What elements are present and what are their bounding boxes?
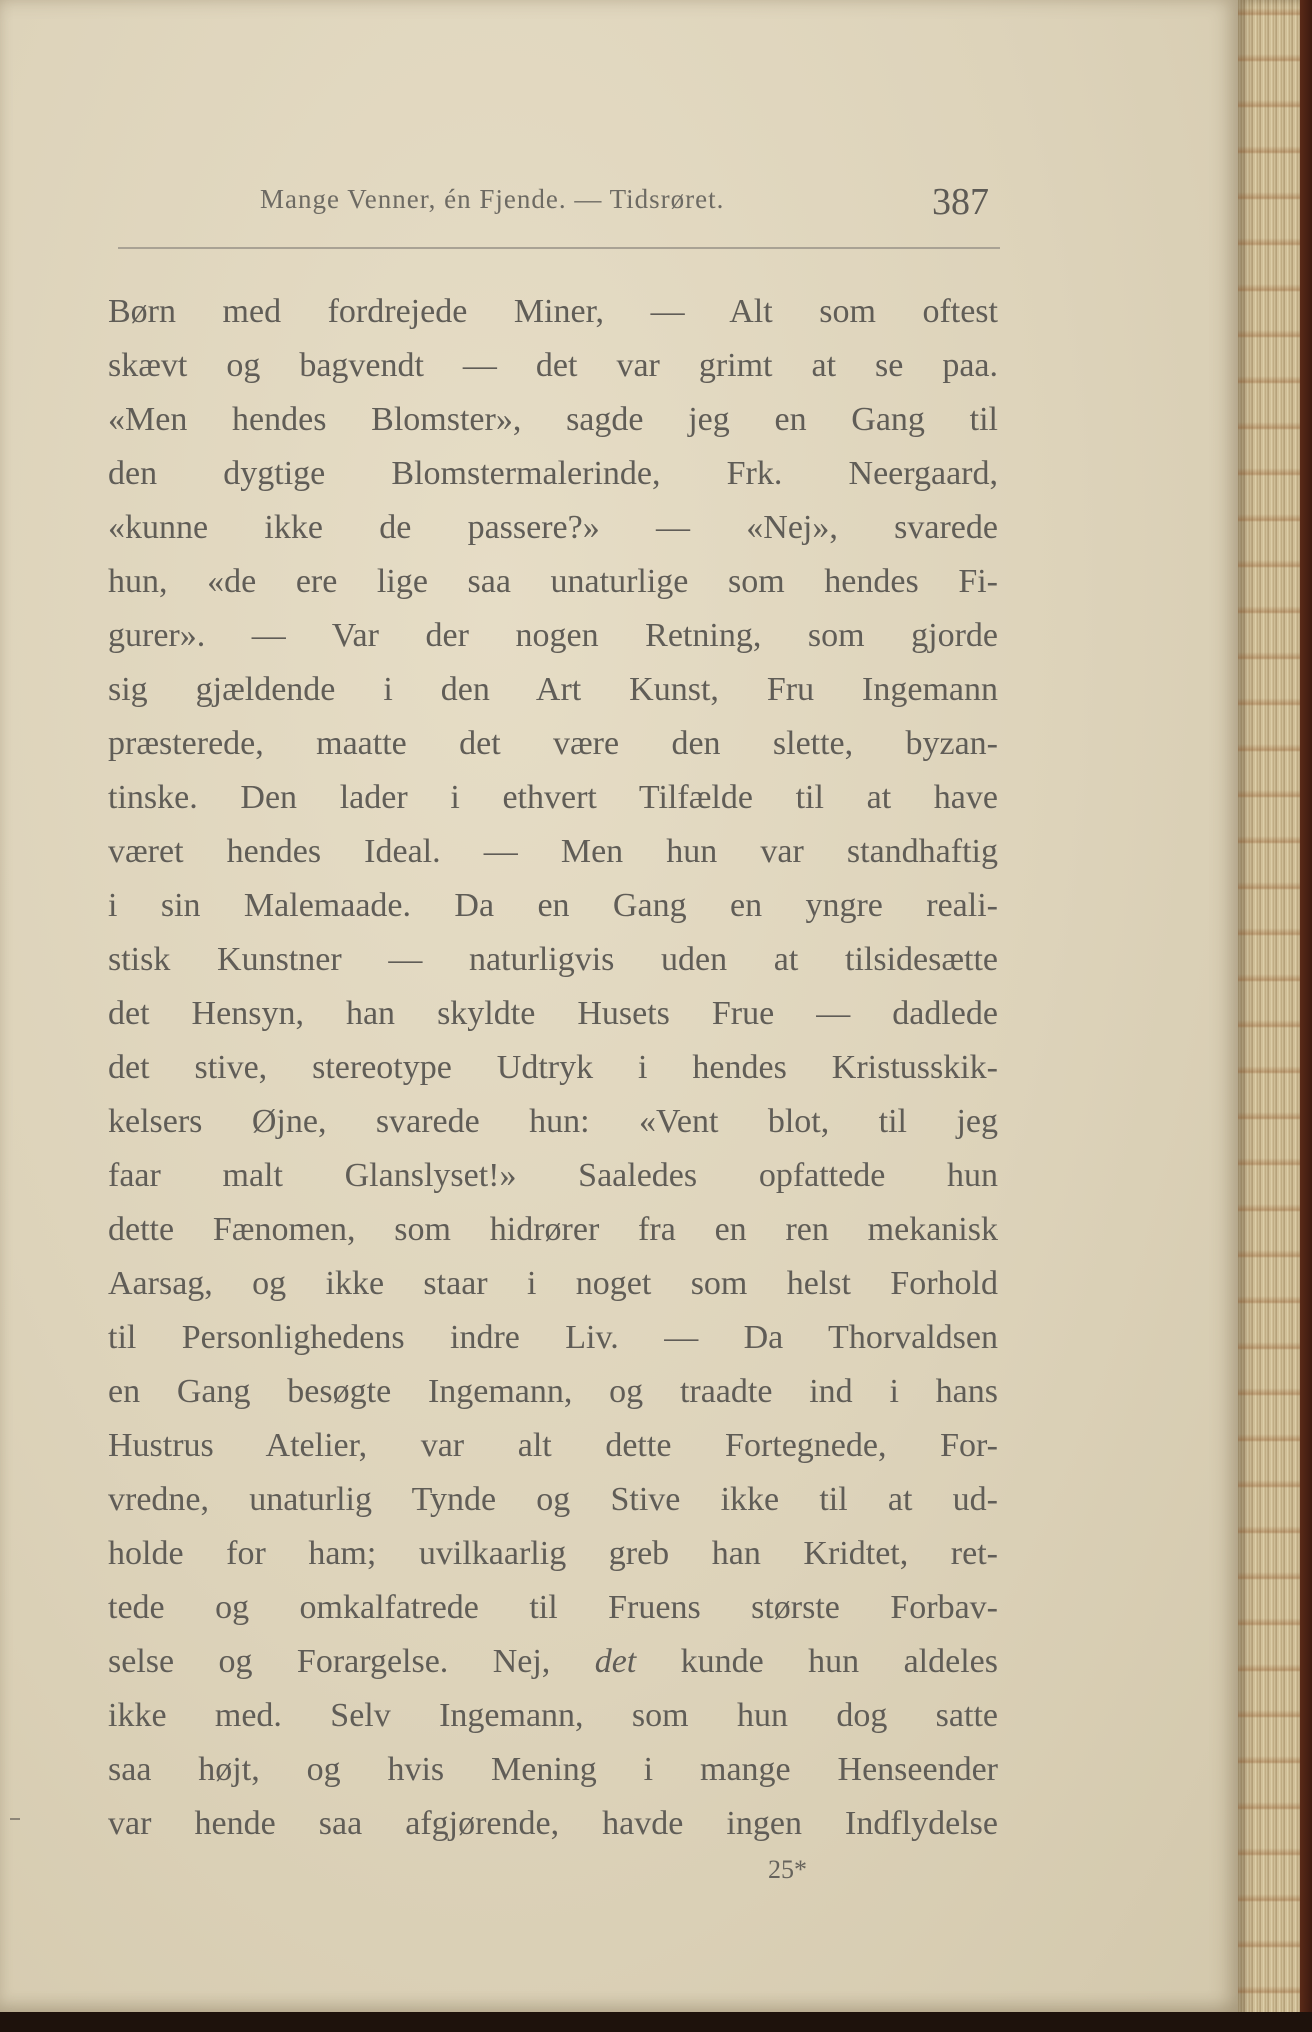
text-line: det stive, stereotype Udtryk i hendes Kristusskik- [108, 1049, 998, 1086]
page-number: 387 [932, 181, 989, 223]
running-head-title: Mange Venner, én Fjende. — Tidsrøret. [260, 184, 725, 214]
text-fragment: kunde hun aldeles [636, 1643, 998, 1680]
text-line: en Gang besøgte Ingemann, og traadte ind i hans [108, 1373, 998, 1410]
text-line: saa højt, og hvis Mening i mange Henseender [108, 1751, 998, 1788]
text-line: skævt og bagvendt — det var grimt at se paa. [108, 347, 998, 384]
text-line: præsterede, maatte det være den slette, byzan- [108, 725, 998, 762]
text-fragment: selse og Forargelse. Nej, [108, 1643, 595, 1680]
text-line-with-italic [108, 1635, 998, 1689]
text-line: Børn med fordrejede Miner, — Alt som oftest [108, 293, 998, 330]
text-line: sig gjældende i den Art Kunst, Fru Ingemann [108, 671, 998, 708]
italic-word: det [594, 1643, 637, 1680]
text-line: hun, «de ere lige saa unaturlige som hendes Fi- [108, 563, 998, 600]
text-line: i sin Malemaade. Da en Gang en yngre reali- [108, 887, 998, 924]
header-rule [118, 247, 1000, 249]
text-line: til Personlighedens indre Liv. — Da Thorvaldsen [108, 1319, 998, 1356]
text-line: kelsers Øjne, svarede hun: «Vent blot, til jeg [108, 1103, 998, 1140]
text-line: været hendes Ideal. — Men hun var standhaftig [108, 833, 998, 870]
text-line: faar malt Glanslyset!» Saaledes opfattede hun [108, 1157, 998, 1194]
text-line: ikke med. Selv Ingemann, som hun dog satte [108, 1697, 998, 1734]
text-line: var hende saa afgjørende, havde ingen Indflydelse [108, 1805, 998, 1842]
text-line: stisk Kunstner — naturligvis uden at tilsidesætte [108, 941, 998, 978]
text-line: tinske. Den lader i ethvert Tilfælde til at have [108, 779, 998, 816]
book-cover-edge [1300, 0, 1312, 2032]
text-line: «kunne ikke de passere?» — «Nej», svarede [108, 509, 998, 546]
page-edges [1238, 0, 1300, 2032]
page-edges-texture [1238, 0, 1300, 2032]
text-line: holde for ham; uvilkaarlig greb han Kridtet, ret- [108, 1535, 998, 1572]
bottom-shadow [0, 2012, 1312, 2032]
text-line: det Hensyn, han skyldte Husets Frue — dadlede [108, 995, 998, 1032]
text-line: vredne, unaturlig Tynde og Stive ikke til at ud- [108, 1481, 998, 1518]
text-line: «Men hendes Blomster», sagde jeg en Gang til [108, 401, 998, 438]
text-line: gurer». — Var der nogen Retning, som gjorde [108, 617, 998, 654]
text-line: Hustrus Atelier, var alt dette Fortegnede, For- [108, 1427, 998, 1464]
signature-mark: 25* [768, 1855, 807, 1884]
text-line: dette Fænomen, som hidrører fra en ren mekanisk [108, 1211, 998, 1248]
text-line: tede og omkalfatrede til Fruens største Forbav- [108, 1589, 998, 1626]
body-text [108, 285, 998, 1851]
text-line: den dygtige Blomstermalerinde, Frk. Neergaard, [108, 455, 998, 492]
running-head [120, 180, 1000, 230]
text-line: Aarsag, og ikke staar i noget som helst Forhold [108, 1265, 998, 1302]
margin-mark [10, 1818, 20, 1820]
